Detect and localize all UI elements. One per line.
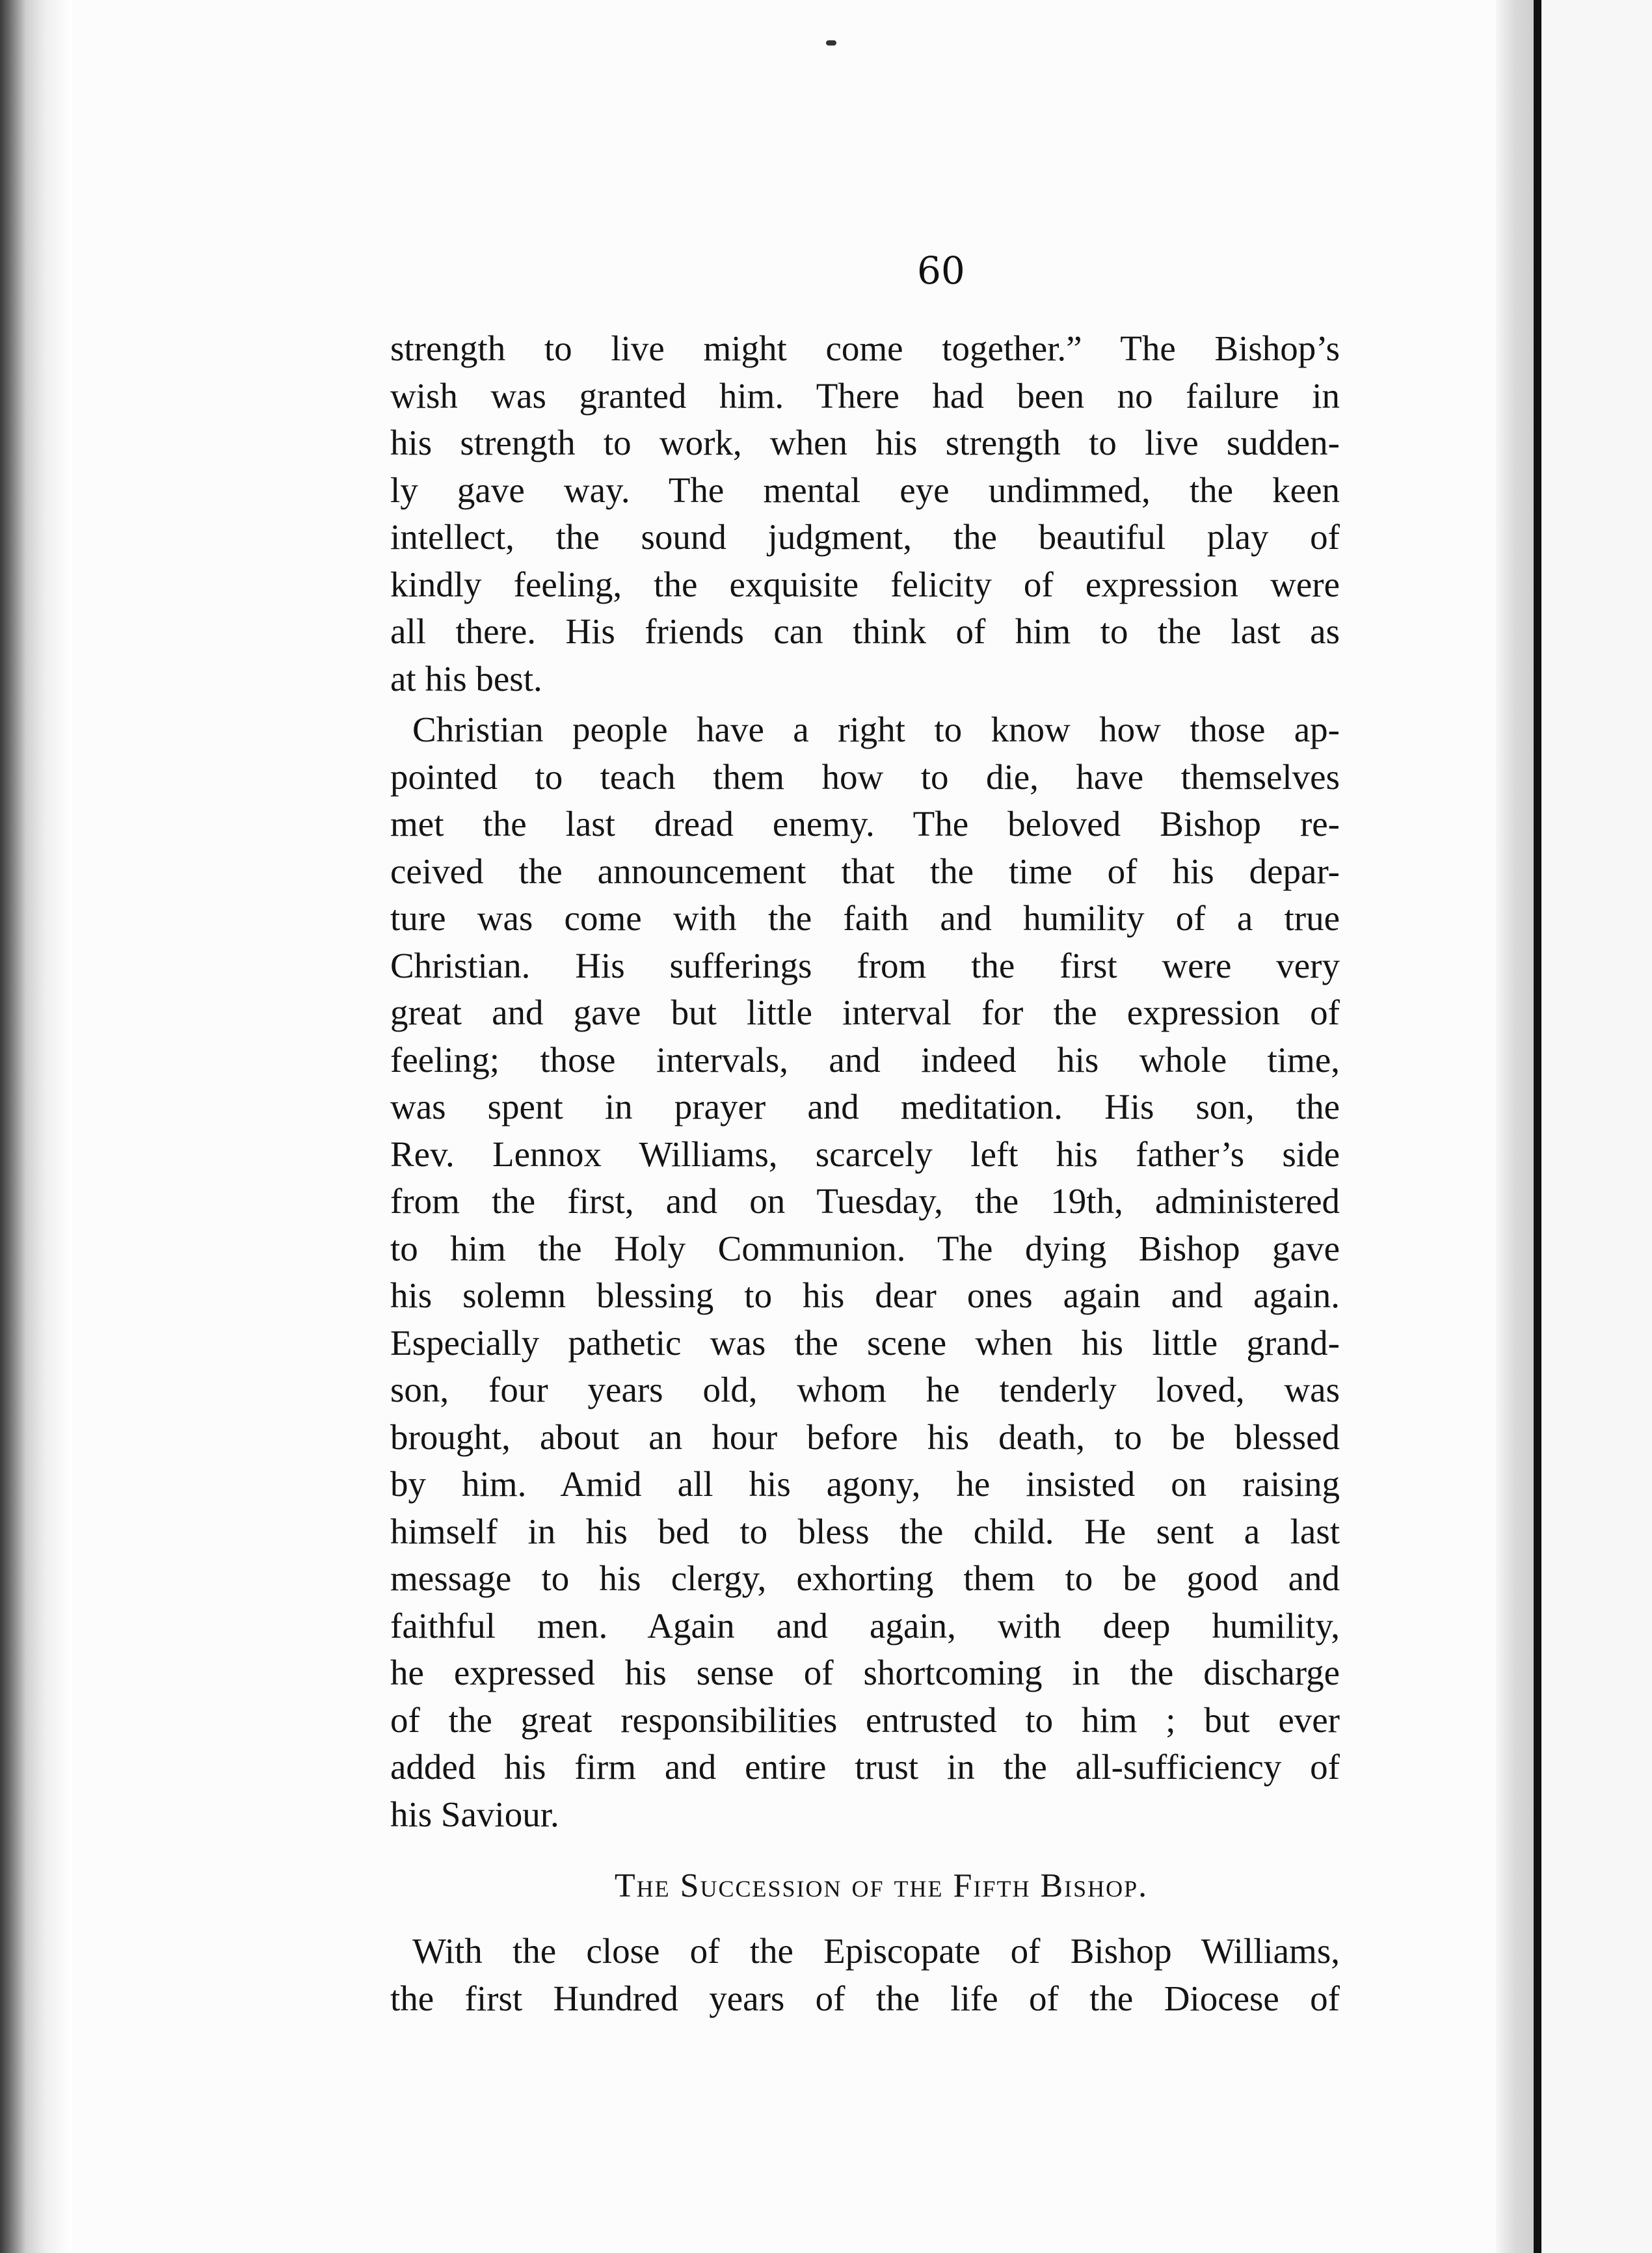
text-line: brought, about an hour before his death, to be blessed <box>390 1417 1340 1457</box>
text-line: by him. Amid all his agony, he insisted on raising <box>390 1464 1340 1504</box>
ink-speck <box>826 40 836 46</box>
text-line: wish was granted him. There had been no failure in <box>390 375 1340 416</box>
text-line: he expressed his sense of shortcoming in the discharge <box>390 1653 1340 1692</box>
body-text <box>390 325 1340 2022</box>
text-line: kindly feeling, the exquisite felicity of expression were <box>390 564 1340 604</box>
text-line: his Saviour. <box>390 1794 559 1834</box>
page-number: 60 <box>917 248 965 293</box>
text-line: of the great responsibilities entrusted to him ; but ever <box>390 1700 1340 1740</box>
text-line: his solemn blessing to his dear ones again and again. <box>390 1275 1340 1315</box>
text-line: Rev. Lennox Williams, scarcely left his father’s side <box>390 1134 1340 1174</box>
text-line: the first Hundred years of the life of the Diocese of <box>390 1978 1340 2018</box>
adjacent-page-strip <box>1541 0 1652 2253</box>
text-line: from the first, and on Tuesday, the 19th, administered <box>390 1181 1340 1221</box>
text-line: to him the Holy Communion. The dying Bishop gave <box>390 1228 1340 1268</box>
text-line: himself in his bed to bless the child. He sent a last <box>390 1511 1340 1551</box>
paragraph-2 <box>390 706 1340 1838</box>
text-line: his strength to work, when his strength to live sudden- <box>390 423 1340 462</box>
paragraph-3 <box>390 1928 1340 2022</box>
text-line: at his best. <box>390 658 542 699</box>
text-line: faithful men. Again and again, with deep humility, <box>390 1605 1340 1646</box>
text-line: all there. His friends can think of him to the last as <box>390 611 1340 651</box>
paragraph-1 <box>390 325 1340 702</box>
text-line: Christian people have a right to know how those ap- <box>412 710 1340 749</box>
text-line: great and gave but little interval for the expression of <box>390 993 1340 1032</box>
text-line: strength to live might come together.” The Bishop’s <box>390 328 1340 368</box>
right-edge-rule <box>1534 0 1541 2253</box>
text-line: met the last dread enemy. The beloved Bishop re- <box>390 804 1340 844</box>
text-line: son, four years old, whom he tenderly loved, was <box>390 1370 1340 1409</box>
text-line: ly gave way. The mental eye undimmed, the keen <box>390 470 1340 510</box>
text-line: added his firm and entire trust in the all-sufficiency of <box>390 1747 1340 1787</box>
text-line: Christian. His sufferings from the first were very <box>390 945 1340 985</box>
text-line: With the close of the Episcopate of Bishop Williams, <box>412 1931 1340 1971</box>
text-line: message to his clergy, exhorting them to be good and <box>390 1558 1340 1598</box>
text-line: ture was come with the faith and humility of a true <box>390 898 1340 938</box>
right-gutter-shadow <box>1496 0 1534 2253</box>
text-line: intellect, the sound judgment, the beautiful play of <box>390 517 1340 557</box>
text-line: was spent in prayer and meditation. His son, the <box>390 1087 1340 1126</box>
text-line: feeling; those intervals, and indeed his whole time, <box>390 1039 1340 1080</box>
text-line: pointed to teach them how to die, have themselves <box>390 756 1340 797</box>
text-line: ceived the announcement that the time of his depar- <box>390 851 1340 891</box>
left-binding-shadow <box>0 0 72 2253</box>
section-heading: The Succession of the Fifth Bishop. <box>614 1867 1149 1904</box>
text-line: Especially pathetic was the scene when his little grand- <box>390 1322 1340 1363</box>
